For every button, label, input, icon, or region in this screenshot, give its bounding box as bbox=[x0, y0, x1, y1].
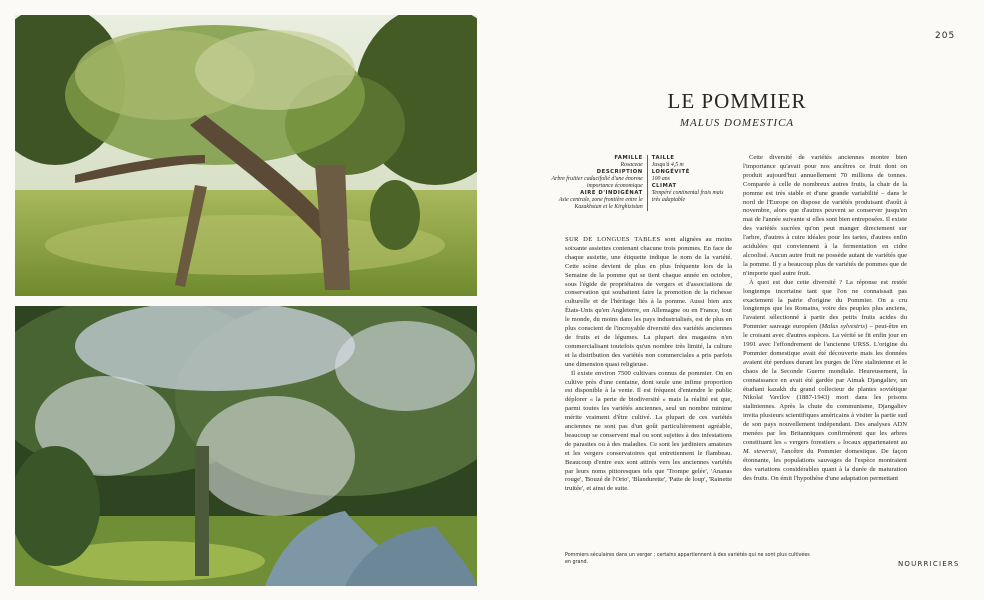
body-column-2 bbox=[743, 154, 907, 484]
fact-label: AIRE D'INDIGÉNAT bbox=[580, 190, 643, 196]
paragraph-text: sont alignées au moins soixante assiettes contenant chacune trois pommes. En face de chaque assiette, une étiquette indique le nom de la variété. Cette scène devient de plus en plus fréquente lors de la Semaine de la pomme qui se tient chaque année en octobre, sous l'égide de propriétaires de vergers et d'associations de conservation qui souhaitent faire la promotion de la richesse culturelle et de l'héritage liés à la pomme. Aussi bien aux États-Unis qu'en Angleterre, en Allemagne ou en France, tout le monde, du moins dans les pays industrialisés, est de plus en plus conscient de l'incroyable diversité des variétés anciennes de fruits et de légumes. La plupart des magasins n'en commercialisant toutefois qu'un nombre très limité, la culture et la distribution des variétés non commerciales a pris parfois une dimension quasi religieuse. bbox=[565, 236, 732, 368]
fact-label: TAILLE bbox=[651, 155, 675, 161]
paragraph bbox=[743, 279, 907, 484]
paragraph bbox=[565, 236, 732, 370]
paragraph: Il existe environ 7500 cultivars connus de pommier. On en cultive près d'une centaine, dont seule une infime proportion est disponible à la vente. Il est fréquent d'entendre le public déplorer « la perte de biodiversité » mais la réalité est que, parmi toutes les variétés anciennes, seul un nombre minime mérite vraiment d'être cultivé. La plupart de ces variétés anciennes ne sont pas d'un goût particulièrement agréable, beaucoup se conservent mal ou sont sujettes à des infestations de parasites ou à des maladies. Ce sont les jardiniers amateurs et les vergers conservatoires qui entretiennent le flambeau. Beaucoup d'entre eux sont attirés vers les anciennes variétés par leurs noms pittoresques tels que 'Trompe gelée', 'Ananas rouge', 'Bouzé de l'Orio', 'Blandurette', 'Patte de loup', 'Rainette truitée', et ainsi de suite. bbox=[565, 369, 732, 493]
flowering-garden-photo bbox=[15, 306, 477, 586]
fact-sheet bbox=[540, 155, 730, 211]
paragraph-text: À quoi est due cette diversité ? La réponse est restée longtemps incertaine tant que l'on ne connaissait pas exactement la patrie d'origine du Pommier. On a cru longtemps que les Romains, voire des peuples plus anciens, l'avaient sélectionné à partir des petits fruits acides du Pommier sauvage européen ( bbox=[743, 278, 907, 331]
paragraph-text: ) – peut-être en le croisant avec d'autres espèces. La vérité se fit enfin jour en 1991 avec l'effondrement de l'ancienne URSS. L'origine du Pommier domestique avait été découverte mais les données avaient été perdues durant les purges de l'ère stalinienne et le chaos de la Seconde Guerre mondiale. Heureusement, la connaissance en avait été gardée par Aimak Djangaliev, un étudiant kazakh du grand collecteur de plantes soviétique Nikolaï Vavilov (1887-1943) mort dans les prisons staliniennes. Après la chute du communisme, Djangaliev invita plusieurs scientifiques américains à visiter la partie sud de son pays nouvellement indépendant. Des analyses ADN menées par les Britanniques confirmèrent que les arbres constituant les « vergers forestiers » locaux appartenaient au bbox=[743, 323, 908, 446]
species-name: Malus sylvestris bbox=[821, 323, 865, 331]
section-label: NOURRICIERS bbox=[898, 560, 960, 568]
apple-tree-orchard-photo bbox=[15, 15, 477, 296]
fact-value: Jusqu'à 4,5 m bbox=[651, 162, 684, 168]
fact-label: FAMILLE bbox=[614, 155, 643, 161]
paragraph: Cette diversité de variétés anciennes montre bien l'importance qu'avait pour nos ancêtres ce fruit dont on produit aujourd'hui annuellement 70 millions de tonnes. Comparée à celle de nombreux autres fruits, la chair de la pomme est très stable et d'une grande variabilité – dans le nord de l'Europe on dispose de variétés produisant d'août à novembre, alors que d'autres peuvent se conserver jusqu'en mai de l'année suivante si elles sont bien entreposées. Il existe des variétés sucrées qu'on peut manger directement sur l'arbre, d'autres à cuire idéales pour les tartes, d'autres enfin acidulées qui conviennent à la fermentation en cidre alcoolisé. Aucun autre fruit ne possède autant de variétés que la pomme. Il y a beaucoup plus de variétés de pommes que de n'importe quel autre fruit. bbox=[743, 154, 907, 277]
body-column-1 bbox=[565, 236, 732, 494]
lead-in: SUR DE LONGUES TABLES bbox=[565, 236, 661, 243]
fact-label: DESCRIPTION bbox=[596, 169, 643, 175]
scientific-name: MALUS DOMESTICA bbox=[679, 117, 795, 129]
fact-value: 100 ans bbox=[651, 176, 670, 182]
fact-column-right bbox=[648, 155, 730, 211]
species-name: M. sieversii bbox=[743, 447, 776, 455]
page-number: 205 bbox=[935, 31, 956, 41]
page-title: LE POMMIER bbox=[667, 89, 807, 113]
photo-caption: Pommiers séculaires dans un verger ; certains appartiennent à des variétés qui ne sont plus cultivées en grand. bbox=[565, 553, 810, 565]
paragraph-text: , l'ancêtre du Pommier domestique. De façon étonnante, les populations sauvages de l'espèce montraient des variations considérables quant à la durée de maturation des fruits. On émit l'hypothèse d'une adaptation permettant bbox=[743, 447, 907, 482]
fact-column-left bbox=[540, 155, 648, 211]
fact-value: Asie centrale, zone frontière entre le Kazakhstan et le Kirghizistan bbox=[558, 197, 643, 210]
fact-label: LONGÉVITÉ bbox=[651, 169, 690, 175]
fact-value: Rosaceae bbox=[620, 162, 643, 168]
fact-label: CLIMAT bbox=[651, 183, 677, 189]
fact-value: Arbre fruitier caducifolié d'une énorme importance économique bbox=[551, 176, 643, 189]
fact-value: Tempéré continental frais mais très adaptable bbox=[651, 190, 724, 203]
